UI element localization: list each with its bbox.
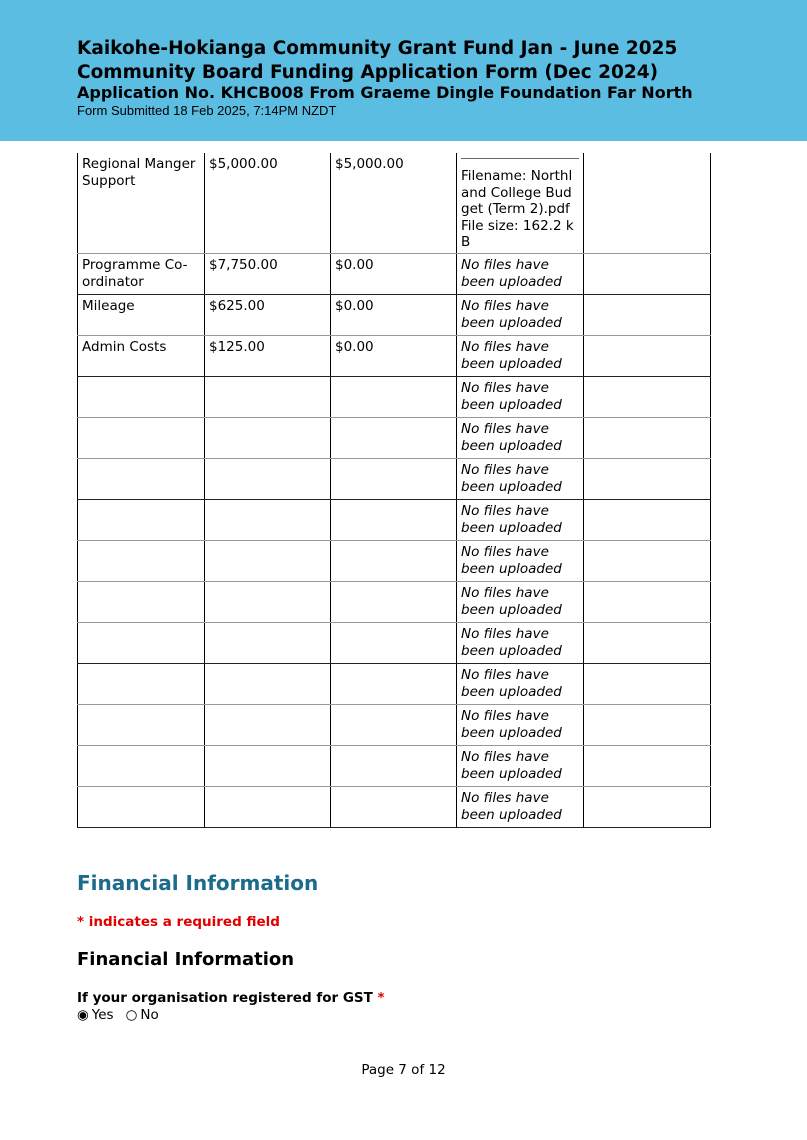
total-cost-cell: [205, 377, 331, 418]
radio-label: Yes: [91, 1007, 114, 1023]
attached-files-cell: No files have been uploaded: [457, 500, 584, 541]
amount-requested-cell: $5,000.00: [331, 153, 457, 254]
table-row: [78, 541, 711, 582]
table-row: [78, 377, 711, 418]
radio-selected-icon[interactable]: ◉: [77, 1007, 89, 1023]
total-cost-cell: [205, 623, 331, 664]
page-header: [0, 0, 807, 141]
submission-timestamp: Form Submitted 18 Feb 2025, 7:14PM NZDT: [77, 103, 337, 118]
amount-requested-cell: [331, 500, 457, 541]
attached-files-cell: No files have been uploaded: [457, 787, 584, 828]
table-row: [78, 295, 711, 336]
total-cost-cell: [205, 541, 331, 582]
page-number: Page 7 of 12: [361, 1062, 446, 1078]
amount-requested-cell: $0.00: [331, 295, 457, 336]
section-title: Financial Information: [77, 871, 319, 895]
budget-item-cell: [78, 705, 205, 746]
amount-requested-cell: $0.00: [331, 336, 457, 377]
total-cost-cell: $625.00: [205, 295, 331, 336]
amount-requested-cell: [331, 623, 457, 664]
notes-cell: [584, 664, 711, 705]
file-divider: [461, 158, 579, 159]
budget-item-cell: [78, 500, 205, 541]
table-row: [78, 418, 711, 459]
notes-cell: [584, 459, 711, 500]
form-title-line2: Community Board Funding Application Form (Dec 2024): [77, 62, 659, 83]
budget-item-cell: Mileage: [78, 295, 205, 336]
amount-requested-cell: [331, 459, 457, 500]
notes-cell: [584, 787, 711, 828]
budget-item-cell: [78, 582, 205, 623]
table-row: [78, 500, 711, 541]
table-row: [78, 153, 711, 254]
required-field-note: * indicates a required field: [77, 914, 280, 930]
attached-files-cell: No files have been uploaded: [457, 377, 584, 418]
amount-requested-cell: [331, 787, 457, 828]
notes-cell: [584, 336, 711, 377]
application-number: Application No. KHCB008 From Graeme Dingle Foundation Far North: [77, 83, 693, 102]
total-cost-cell: [205, 582, 331, 623]
total-cost-cell: $125.00: [205, 336, 331, 377]
amount-requested-cell: [331, 746, 457, 787]
total-cost-cell: [205, 418, 331, 459]
table-row: [78, 623, 711, 664]
amount-requested-cell: [331, 705, 457, 746]
file-info: Filename: Northland College Budget (Term 2).pdf File size: 162.2 kB: [461, 168, 574, 250]
form-title-line1: Kaikohe-Hokianga Community Grant Fund Jan - June 2025: [77, 38, 678, 59]
notes-cell: [584, 153, 711, 254]
amount-requested-cell: $0.00: [331, 254, 457, 295]
gst-question-text: If your organisation registered for GST: [77, 990, 373, 1006]
attached-files-cell: No files have been uploaded: [457, 336, 584, 377]
attached-files-cell: No files have been uploaded: [457, 541, 584, 582]
budget-item-cell: [78, 418, 205, 459]
budget-item-cell: [78, 787, 205, 828]
attached-files-cell: No files have been uploaded: [457, 746, 584, 787]
radio-unselected-icon[interactable]: ○: [125, 1007, 138, 1023]
total-cost-cell: [205, 664, 331, 705]
notes-cell: [584, 582, 711, 623]
gst-question-label: [77, 989, 385, 1007]
attached-files-cell: No files have been uploaded: [457, 664, 584, 705]
budget-item-cell: Regional Manger Support: [78, 153, 205, 254]
budget-item-cell: [78, 377, 205, 418]
notes-cell: [584, 746, 711, 787]
attached-files-cell: No files have been uploaded: [457, 459, 584, 500]
table-row: [78, 254, 711, 295]
budget-items-table: [77, 153, 711, 828]
required-asterisk: *: [377, 990, 385, 1006]
budget-item-cell: Admin Costs: [78, 336, 205, 377]
total-cost-cell: $5,000.00: [205, 153, 331, 254]
notes-cell: [584, 418, 711, 459]
budget-item-cell: Programme Co-ordinator: [78, 254, 205, 295]
amount-requested-cell: [331, 541, 457, 582]
budget-item-cell: [78, 459, 205, 500]
subsection-title: Financial Information: [77, 949, 295, 970]
amount-requested-cell: [331, 664, 457, 705]
gst-radio-group: [77, 1006, 171, 1024]
table-row: [78, 459, 711, 500]
radio-label: No: [140, 1007, 159, 1023]
gst-option-no[interactable]: [126, 1006, 159, 1024]
attached-files-cell: [457, 153, 584, 254]
notes-cell: [584, 500, 711, 541]
budget-item-cell: [78, 746, 205, 787]
attached-files-cell: No files have been uploaded: [457, 254, 584, 295]
table-row: [78, 336, 711, 377]
attached-files-cell: No files have been uploaded: [457, 295, 584, 336]
total-cost-cell: [205, 500, 331, 541]
attached-files-cell: No files have been uploaded: [457, 623, 584, 664]
amount-requested-cell: [331, 582, 457, 623]
table-row: [78, 664, 711, 705]
attached-files-cell: No files have been uploaded: [457, 705, 584, 746]
table-row: [78, 787, 711, 828]
notes-cell: [584, 541, 711, 582]
total-cost-cell: [205, 705, 331, 746]
total-cost-cell: [205, 459, 331, 500]
gst-option-yes[interactable]: [77, 1006, 114, 1024]
budget-item-cell: [78, 664, 205, 705]
notes-cell: [584, 295, 711, 336]
notes-cell: [584, 623, 711, 664]
notes-cell: [584, 377, 711, 418]
total-cost-cell: [205, 746, 331, 787]
attached-files-cell: No files have been uploaded: [457, 418, 584, 459]
attached-files-cell: No files have been uploaded: [457, 582, 584, 623]
table-row: [78, 746, 711, 787]
budget-item-cell: [78, 623, 205, 664]
budget-item-cell: [78, 541, 205, 582]
total-cost-cell: [205, 787, 331, 828]
table-row: [78, 705, 711, 746]
total-cost-cell: $7,750.00: [205, 254, 331, 295]
notes-cell: [584, 254, 711, 295]
amount-requested-cell: [331, 418, 457, 459]
table-row: [78, 582, 711, 623]
notes-cell: [584, 705, 711, 746]
amount-requested-cell: [331, 377, 457, 418]
